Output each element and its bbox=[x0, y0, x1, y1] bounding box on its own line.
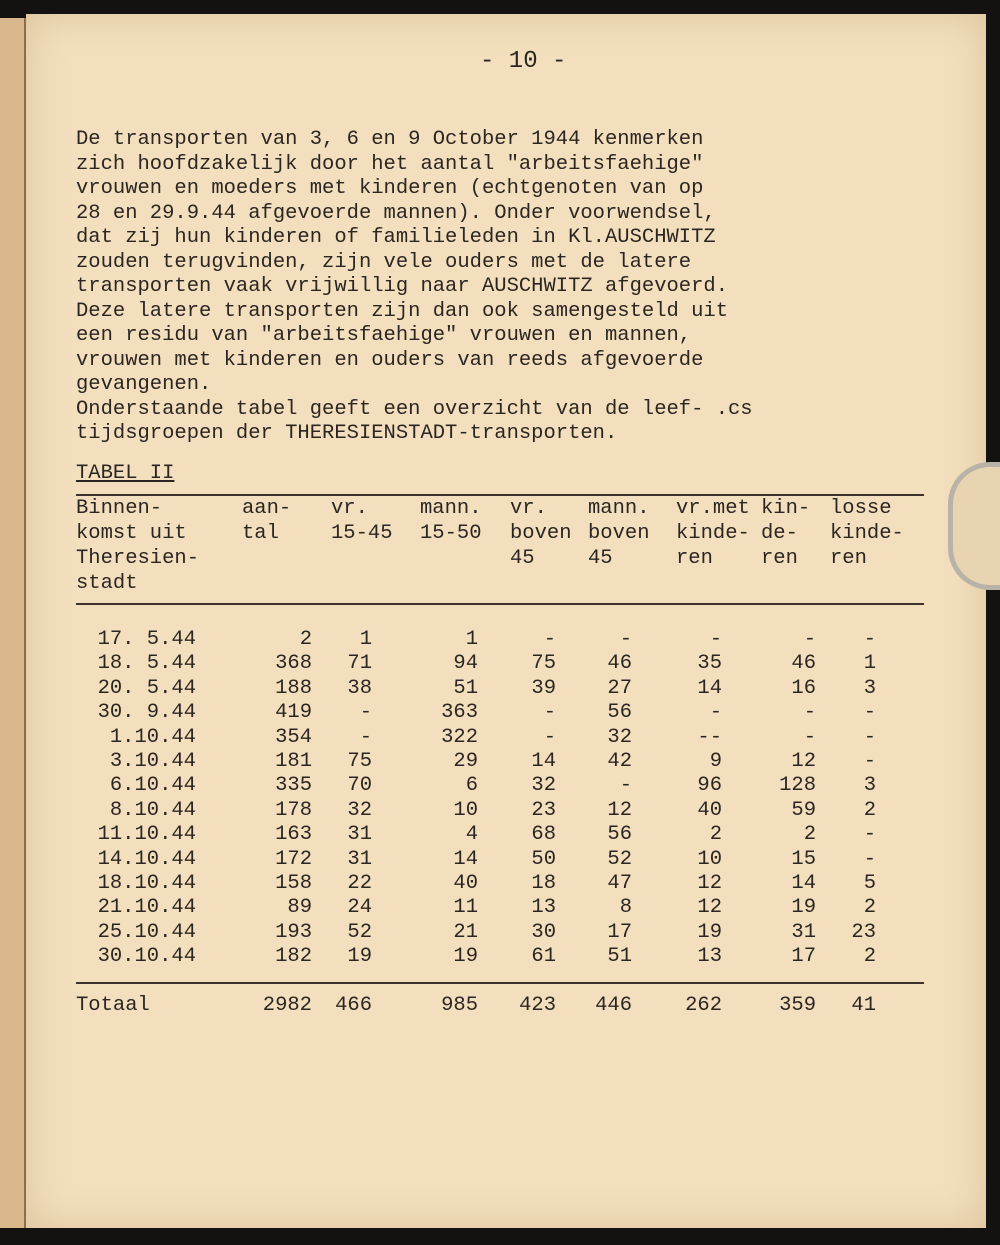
date-cell: 30.10.44 bbox=[97, 945, 196, 969]
table-cell: 52 bbox=[347, 920, 372, 944]
table-cell: 158 bbox=[275, 872, 312, 895]
table-cell: 3 bbox=[863, 774, 876, 798]
table-cell: - bbox=[863, 847, 876, 871]
table-cell: 4 bbox=[465, 823, 478, 847]
table-cell: 40 bbox=[697, 798, 722, 822]
table-cell: 2 bbox=[863, 896, 876, 920]
table-cell: 46 bbox=[607, 652, 632, 676]
table-cell: 61 bbox=[531, 945, 556, 969]
table-cell: 182 bbox=[275, 945, 312, 969]
table-cell: 96 bbox=[697, 774, 722, 798]
date-cell: 25.10.44 bbox=[97, 920, 196, 944]
total-cell: 446 bbox=[595, 994, 632, 1017]
table-row bbox=[76, 896, 936, 920]
table-cell: 56 bbox=[607, 701, 632, 725]
table-row bbox=[76, 750, 936, 774]
table-cell: 89 bbox=[287, 896, 312, 920]
table-cell: 10 bbox=[697, 847, 722, 871]
table-cell: 3 bbox=[863, 676, 876, 700]
table-cell: 50 bbox=[531, 847, 556, 871]
table-row bbox=[76, 774, 936, 798]
table-cell: 1 bbox=[863, 652, 876, 676]
table-row bbox=[76, 652, 936, 676]
table-cell: 23 bbox=[851, 920, 876, 944]
date-cell: 18. 5.44 bbox=[97, 652, 196, 676]
table-cell: - bbox=[359, 701, 372, 725]
paragraph-line: tijdsgroepen der THERESIENSTADT-transporten. bbox=[76, 422, 618, 445]
table-cell: 17 bbox=[791, 945, 816, 969]
table-cell: 14 bbox=[453, 847, 478, 871]
table-row bbox=[76, 823, 936, 847]
table-cell: 21 bbox=[453, 920, 478, 944]
table-cell: 24 bbox=[347, 896, 372, 920]
table-cell: 2 bbox=[709, 823, 722, 847]
table-cell: 12 bbox=[791, 750, 816, 773]
table-cell: 14 bbox=[697, 676, 722, 700]
date-cell: 11.10.44 bbox=[97, 823, 196, 847]
table-cell: 19 bbox=[453, 945, 478, 969]
table-row bbox=[76, 726, 936, 750]
table-cell: 9 bbox=[709, 750, 722, 773]
table-cell: 39 bbox=[531, 676, 556, 700]
paragraph-line: zouden terugvinden, zijn vele ouders met de latere bbox=[76, 250, 692, 274]
table-cell: 12 bbox=[697, 872, 722, 895]
table-cell: 31 bbox=[347, 823, 372, 847]
header-loose-children: losse kinde- ren bbox=[830, 497, 904, 570]
date-cell: 6.10.44 bbox=[109, 774, 196, 798]
table-row bbox=[76, 701, 936, 725]
paragraph-line: Deze latere transporten zijn dan ook samengesteld uit bbox=[76, 299, 729, 323]
table-row bbox=[76, 677, 936, 701]
table-cell: 22 bbox=[347, 872, 372, 895]
total-cell: 466 bbox=[335, 994, 372, 1017]
table-title: TABEL II bbox=[76, 462, 175, 485]
table-cell: 23 bbox=[531, 798, 556, 822]
total-label: Totaal bbox=[76, 994, 150, 1017]
date-cell: 30. 9.44 bbox=[97, 701, 196, 725]
table-row bbox=[76, 872, 936, 896]
total-cell: 985 bbox=[441, 994, 478, 1017]
table-cell: 178 bbox=[275, 798, 312, 822]
total-cell: 359 bbox=[779, 994, 816, 1017]
table-cell: 46 bbox=[791, 652, 816, 676]
paragraph-line: 28 en 29.9.44 afgevoerde mannen). Onder voorwendsel, bbox=[76, 201, 716, 225]
table-cell: - bbox=[709, 701, 722, 725]
table-cell: 181 bbox=[275, 750, 312, 773]
paragraph-line: zich hoofdzakelijk door het aantal "arbeitsfaehige" bbox=[76, 152, 704, 176]
table-cell: 2 bbox=[863, 798, 876, 822]
header-men-over-45: mann. boven 45 bbox=[588, 497, 650, 570]
paragraph-line: vrouwen en moeders met kinderen (echtgenoten van op bbox=[76, 177, 704, 200]
table-cell: - bbox=[709, 628, 722, 651]
date-cell: 1.10.44 bbox=[109, 725, 196, 749]
table-cell: 51 bbox=[607, 945, 632, 969]
table-cell: - bbox=[619, 628, 632, 651]
table-cell: 8 bbox=[619, 896, 632, 920]
paragraph-line: een residu van "arbeitsfaehige" vrouwen en mannen, bbox=[76, 324, 692, 347]
table-cell: 2 bbox=[803, 823, 816, 847]
table-cell: 32 bbox=[347, 798, 372, 822]
table-cell: 47 bbox=[607, 872, 632, 895]
table-cell: - bbox=[863, 750, 876, 773]
date-cell: 14.10.44 bbox=[97, 847, 196, 871]
table-cell: 35 bbox=[697, 652, 722, 676]
table-cell: - bbox=[803, 725, 816, 749]
table-cell: 419 bbox=[275, 701, 312, 725]
date-cell: 18.10.44 bbox=[97, 872, 196, 895]
table-cell: 5 bbox=[863, 872, 876, 895]
page-clip bbox=[948, 462, 1000, 590]
table-cell: 6 bbox=[465, 774, 478, 798]
table-cell: 31 bbox=[791, 920, 816, 944]
total-row bbox=[76, 994, 936, 1018]
table-cell: 2 bbox=[299, 628, 312, 651]
table-cell: 354 bbox=[275, 725, 312, 749]
table-cell: 322 bbox=[441, 725, 478, 749]
table-cell: 19 bbox=[791, 896, 816, 920]
table-cell: - bbox=[863, 823, 876, 847]
header-children: kin- de- ren bbox=[761, 497, 811, 570]
table-cell: 27 bbox=[607, 676, 632, 700]
table-cell: 42 bbox=[607, 750, 632, 773]
table-cell: -- bbox=[697, 725, 722, 749]
table-cell: 12 bbox=[607, 798, 632, 822]
table-row bbox=[76, 848, 936, 872]
table-row bbox=[76, 945, 936, 969]
header-women-over-45: vr. boven 45 bbox=[510, 497, 572, 570]
table-cell: - bbox=[359, 725, 372, 749]
table-cell: - bbox=[803, 701, 816, 725]
table-cell: 68 bbox=[531, 823, 556, 847]
paragraph-line: gevangenen. bbox=[76, 373, 212, 396]
table-cell: - bbox=[543, 628, 556, 651]
paragraph-line: transporten vaak vrijwillig naar AUSCHWITZ afgevoerd. bbox=[76, 275, 729, 298]
table-cell: 31 bbox=[347, 847, 372, 871]
table-cell: - bbox=[543, 701, 556, 725]
date-cell: 17. 5.44 bbox=[97, 628, 196, 651]
table-cell: 59 bbox=[791, 798, 816, 822]
table-cell: 75 bbox=[531, 652, 556, 676]
total-cell: 423 bbox=[519, 994, 556, 1017]
table-cell: - bbox=[863, 628, 876, 651]
table-cell: 19 bbox=[697, 920, 722, 944]
table-cell: 10 bbox=[453, 798, 478, 822]
paragraph-line: dat zij hun kinderen of familieleden in Kl.AUSCHWITZ bbox=[76, 226, 716, 249]
total-cell: 41 bbox=[851, 994, 876, 1017]
table-cell: 172 bbox=[275, 847, 312, 871]
table-cell: 368 bbox=[275, 652, 312, 676]
table-cell: 30 bbox=[531, 920, 556, 944]
table-row bbox=[76, 628, 936, 652]
table-cell: 1 bbox=[465, 628, 478, 651]
left-page-edge bbox=[0, 18, 26, 1228]
table-cell: - bbox=[803, 628, 816, 651]
table-cell: 14 bbox=[531, 750, 556, 773]
table-cell: 363 bbox=[441, 701, 478, 725]
header-women-with-children: vr.met kinde- ren bbox=[676, 497, 750, 570]
paragraph-line: vrouwen met kinderen en ouders van reeds afgevoerde bbox=[76, 348, 704, 372]
table-cell: 70 bbox=[347, 774, 372, 798]
table-cell: 13 bbox=[531, 896, 556, 920]
table-cell: 2 bbox=[863, 945, 876, 969]
table-cell: 32 bbox=[607, 725, 632, 749]
table-cell: 52 bbox=[607, 847, 632, 871]
table-cell: - bbox=[863, 725, 876, 749]
table-cell: 11 bbox=[453, 896, 478, 920]
table-cell: 51 bbox=[453, 676, 478, 700]
header-arrival: Binnen- komst uit Theresien- stadt bbox=[76, 497, 200, 595]
table-cell: 128 bbox=[779, 774, 816, 798]
paragraph-line: Onderstaande tabel geeft een overzicht van de leef- .cs bbox=[76, 397, 753, 421]
date-cell: 3.10.44 bbox=[109, 750, 196, 773]
paragraph-line: De transporten van 3, 6 en 9 October 1944 kenmerken bbox=[76, 128, 704, 151]
date-cell: 21.10.44 bbox=[97, 896, 196, 920]
page-number: - 10 - bbox=[480, 48, 567, 75]
table-cell: 19 bbox=[347, 945, 372, 969]
header-men-15-50: mann. 15-50 bbox=[420, 497, 482, 545]
table-cell: 18 bbox=[531, 872, 556, 895]
table-cell: 13 bbox=[697, 945, 722, 969]
header-bottom-rule bbox=[76, 603, 924, 605]
table-cell: 15 bbox=[791, 847, 816, 871]
date-cell: 8.10.44 bbox=[109, 798, 196, 822]
table-cell: 17 bbox=[607, 920, 632, 944]
header-total: aan- tal bbox=[242, 497, 292, 545]
table-cell: - bbox=[543, 725, 556, 749]
table-cell: - bbox=[863, 701, 876, 725]
total-cell: 2982 bbox=[262, 994, 312, 1017]
table-cell: 40 bbox=[453, 872, 478, 895]
table-cell: 1 bbox=[359, 628, 372, 651]
table-cell: 163 bbox=[275, 823, 312, 847]
table-cell: 94 bbox=[453, 652, 478, 676]
table-cell: 12 bbox=[697, 896, 722, 920]
table-cell: 38 bbox=[347, 676, 372, 700]
total-rule bbox=[76, 982, 924, 984]
table-cell: 75 bbox=[347, 750, 372, 773]
table-cell: 335 bbox=[275, 774, 312, 798]
table-cell: - bbox=[619, 774, 632, 798]
table-cell: 188 bbox=[275, 676, 312, 700]
table-cell: 16 bbox=[791, 676, 816, 700]
paragraph bbox=[76, 128, 936, 447]
table-row bbox=[76, 799, 936, 823]
date-cell: 20. 5.44 bbox=[97, 676, 196, 700]
table-cell: 56 bbox=[607, 823, 632, 847]
table-cell: 71 bbox=[347, 652, 372, 676]
table-row bbox=[76, 921, 936, 945]
table-cell: 14 bbox=[791, 872, 816, 895]
header-women-15-45: vr. 15-45 bbox=[331, 497, 393, 545]
total-cell: 262 bbox=[685, 994, 722, 1017]
table-cell: 193 bbox=[275, 920, 312, 944]
table-cell: 32 bbox=[531, 774, 556, 798]
table-cell: 29 bbox=[453, 750, 478, 773]
